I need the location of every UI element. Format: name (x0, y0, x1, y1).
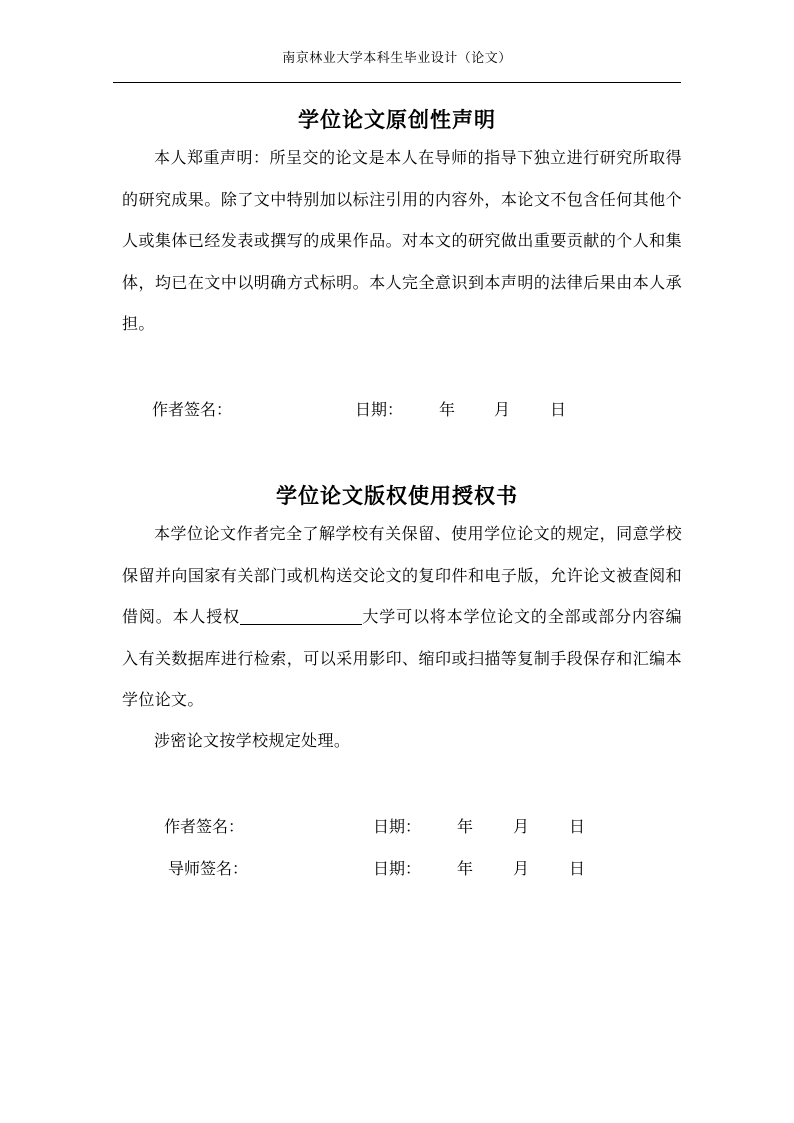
month-label: 月 (513, 817, 530, 836)
year-label: 年 (457, 817, 474, 836)
month-label: 月 (513, 859, 530, 878)
authorization-body (122, 513, 682, 721)
secret-note: 涉密论文按学校规定处理。 (154, 731, 351, 750)
authorization-title: 学位论文版权使用授权书 (276, 483, 518, 508)
author-signature-label: 作者签名： (152, 400, 233, 419)
authorization-body-part1: 本学位论文作者完全了解学校有关保留、使用学位论文的规定，同意学校保留并向国家有关部门或机构送交论文的复印件和电子版，允许论文被查阅和借阅。本人授权 (122, 524, 682, 626)
date-label: 日期： (373, 859, 422, 878)
year-label: 年 (457, 859, 474, 878)
date-label: 日期： (373, 817, 422, 836)
header-rule (113, 82, 681, 83)
page-header: 南京林业大学本科生毕业设计（论文） (282, 51, 512, 66)
declaration-title: 学位论文原创性声明 (298, 107, 496, 132)
advisor-signature-label: 导师签名： (168, 859, 249, 878)
day-label: 日 (569, 817, 586, 836)
declaration-body: 本人郑重声明：所呈交的论文是本人在导师的指导下独立进行研究所取得的研究成果。除了文中特别加以标注引用的内容外，本论文不包含任何其他个人或集体已经发表或撰写的成果作品。对本文的研究做出重要贡献的个人和集体，均已在文中以明确方式标明。本人完全意识到本声明的法律后果由本人承担。 (122, 148, 682, 333)
day-label: 日 (569, 859, 586, 878)
authorization-author-row (0, 814, 794, 836)
authorization-advisor-row (0, 856, 794, 878)
day-label: 日 (550, 400, 567, 419)
year-label: 年 (439, 400, 456, 419)
month-label: 月 (494, 400, 511, 419)
university-blank-line (240, 608, 362, 625)
date-label: 日期： (355, 400, 404, 419)
author-signature-label: 作者签名： (164, 817, 245, 836)
authorization-body-part2: 大学可以将本学位论文的全部或部分内容编入有关数据库进行检索，可以采用影印、缩印或扫描等复制手段保存和汇编本学位论文。 (122, 607, 682, 709)
declaration-signature-row (0, 397, 794, 419)
